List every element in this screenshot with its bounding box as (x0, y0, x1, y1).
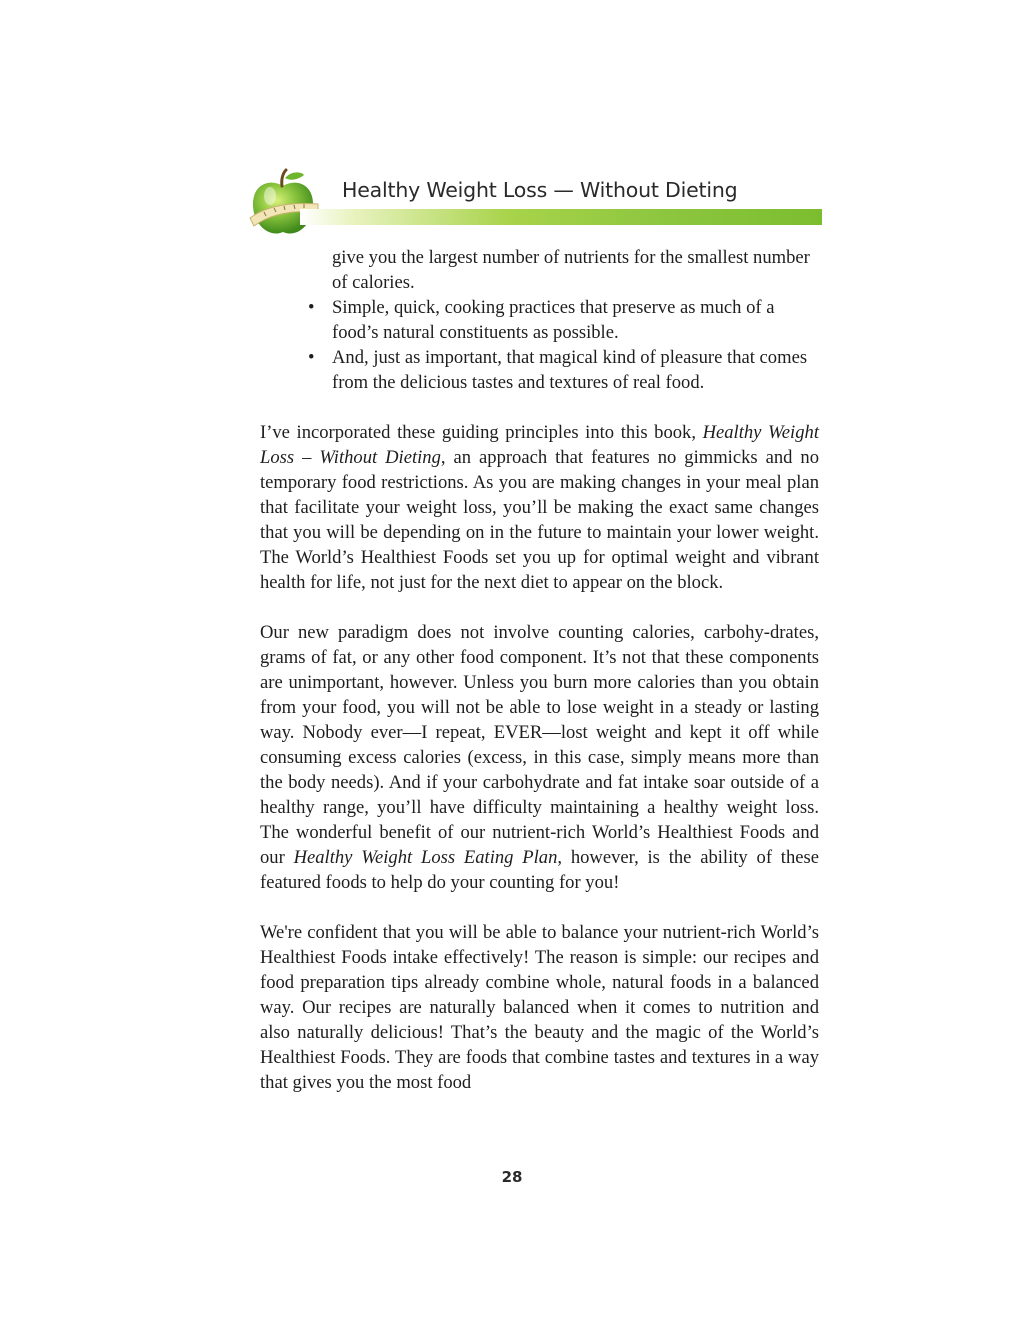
paragraph-new-paradigm (260, 620, 819, 895)
bullet-marker: • (308, 347, 315, 368)
list-item (260, 245, 819, 295)
paragraph-text: Our new paradigm does not involve counting calories, carbohy-drates, grams of fat, or any other food component. It’s not that these components are unimportant, however. Unless you burn more calories than you obtain from your food, you will not be able to lose weight in a steady or lasting way. Nobody ever—I repeat, EVER—lost weight and kept it off while consuming excess calories (excess, in this case, simply means more than the body needs). And if your carbohydrate and fat intake soar outside of a healthy range, you’ll have difficulty maintaining a healthy weight loss. The wonderful benefit of our nutrient-rich World’s Healthiest Foods and our (260, 622, 819, 868)
green-apple-measuring-tape-icon (244, 166, 322, 244)
header-green-bar (300, 209, 822, 225)
page-number: 28 (501, 1168, 523, 1186)
bullet-text: And, just as important, that magical kind of pleasure that comes from the delicious tastes and textures of real food. (332, 347, 808, 393)
list-item (260, 295, 819, 345)
bullet-text: give you the largest number of nutrients for the smallest number of calories. (332, 247, 810, 293)
paragraph-text: , however, is the ability of these featured foods to help do your counting for you! (260, 847, 819, 893)
bullet-text: Simple, quick, cooking practices that preserve as much of a food’s natural constituents as possible. (332, 297, 775, 343)
paragraph-guiding-principles (260, 420, 819, 595)
running-header-title: Healthy Weight Loss — Without Dieting (342, 178, 738, 202)
paragraph-confident (260, 920, 819, 1095)
eating-plan-italic: Healthy Weight Loss Eating Plan (293, 847, 558, 868)
page-header (244, 166, 824, 246)
paragraph-text: We're confident that you will be able to balance your nutrient-rich World’s Healthiest Foods intake effectively! The reason is simple: our recipes and food preparation tips already combine whole, natural foods in a balanced way. Our recipes are naturally balanced when it comes to nutrition and also naturally delicious! That’s the beauty and the magic of the World’s Healthiest Foods. They are foods that combine tastes and textures in a way that gives you the most food (260, 922, 819, 1093)
bullet-list (260, 245, 819, 395)
paragraph-text: I’ve incorporated these guiding principles into this book, (260, 422, 703, 443)
list-item (260, 345, 819, 395)
page-body (260, 245, 819, 1095)
bullet-marker: • (308, 297, 315, 318)
book-title-italic: Healthy Weight Loss – Without Dieting (260, 422, 819, 468)
paragraph-text: , an approach that features no gimmicks and no temporary food restrictions. As you are making changes in your meal plan that facilitate your weight loss, you’ll be making the exact same changes that you will be depending on in the future to maintain your lower weight. The World’s Healthiest Foods set you up for optimal weight and vibrant health for life, not just for the next diet to appear on the block. (260, 447, 819, 593)
